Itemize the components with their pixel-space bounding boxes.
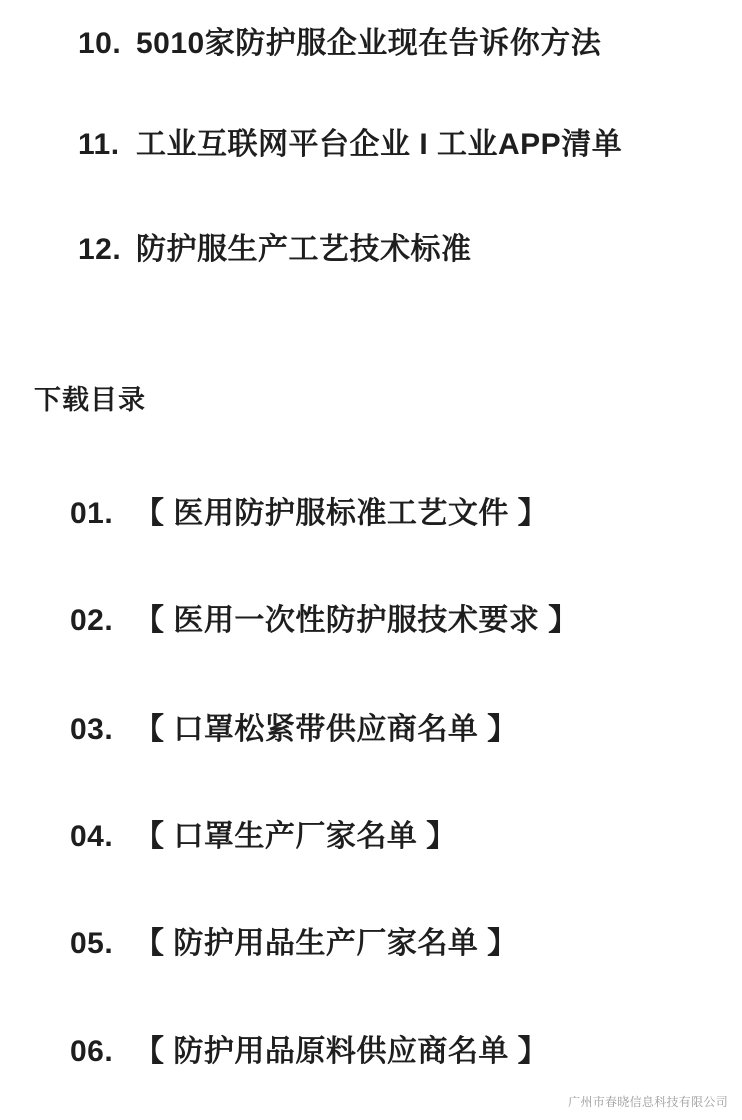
list-item xyxy=(78,232,472,268)
list-item xyxy=(70,811,457,855)
list-item-number: 10. xyxy=(78,27,122,60)
list-item-number: 02. xyxy=(70,604,114,637)
list-item xyxy=(78,127,622,163)
list-item xyxy=(70,488,548,532)
list-item xyxy=(70,704,518,748)
list-item-label: 【 防护用品生产厂家名单 】 xyxy=(134,927,518,960)
list-item-number: 05. xyxy=(70,927,114,960)
list-item-label: 【 口罩生产厂家名单 】 xyxy=(134,820,457,853)
list-item-label: 防护服生产工艺技术标准 xyxy=(136,233,472,266)
list-item-number: 03. xyxy=(70,713,114,746)
section-heading-download-catalog: 下载目录 xyxy=(34,385,146,415)
list-item xyxy=(70,595,579,639)
list-item-label: 【 口罩松紧带供应商名单 】 xyxy=(134,713,518,746)
list-item-label: 【 医用一次性防护服技术要求 】 xyxy=(134,604,579,637)
list-item-number: 04. xyxy=(70,820,114,853)
list-item-number: 01. xyxy=(70,497,114,530)
list-item xyxy=(70,918,518,962)
list-item xyxy=(70,1026,548,1070)
list-item-number: 06. xyxy=(70,1035,114,1068)
list-item-number: 12. xyxy=(78,233,122,266)
watermark: 广州市春晓信息科技有限公司 xyxy=(568,1095,728,1109)
list-item-number: 11. xyxy=(78,128,120,161)
list-item-label: 【 防护用品原料供应商名单 】 xyxy=(134,1035,549,1068)
list-item xyxy=(78,26,601,62)
list-item-label: 【 医用防护服标准工艺文件 】 xyxy=(134,497,549,530)
list-item-label: 工业互联网平台企业 I 工业APP清单 xyxy=(136,128,623,161)
list-item-label: 5010家防护服企业现在告诉你方法 xyxy=(136,27,602,60)
